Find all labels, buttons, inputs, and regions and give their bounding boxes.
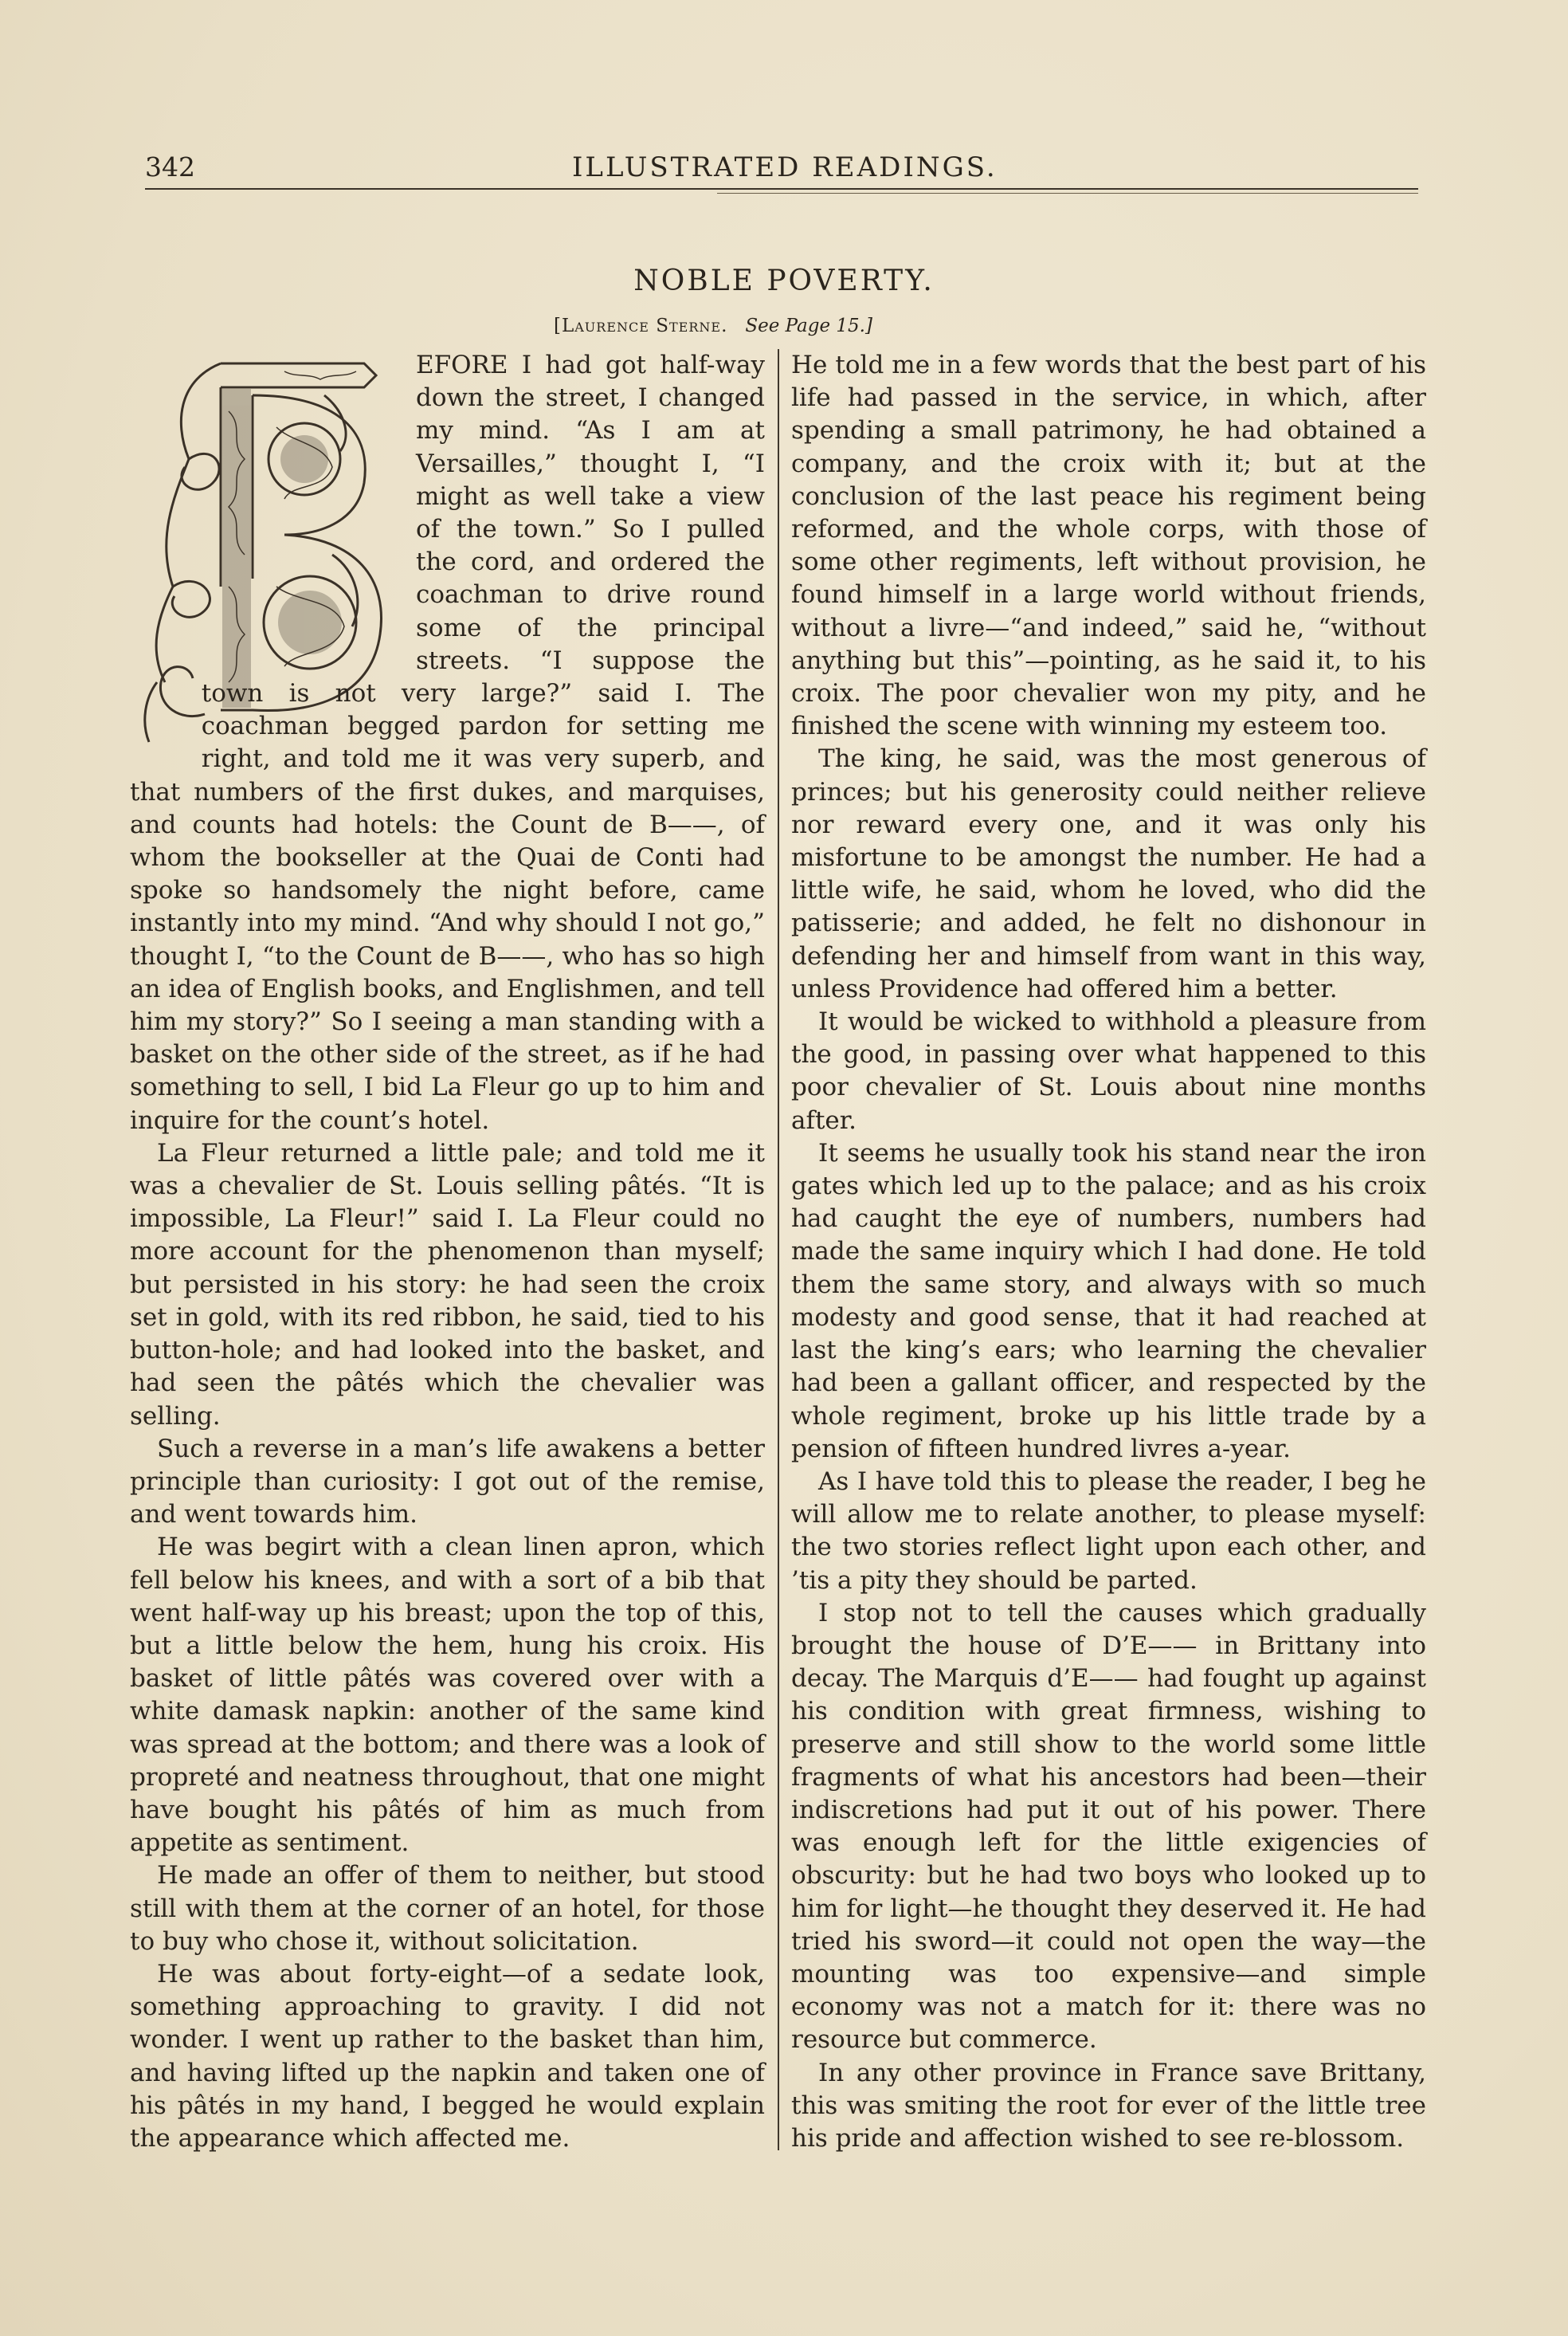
paragraph: He was about forty-eight—of a sedate look, something approaching to gravity. I did not wonder. I went up rather to the basket than him, and having lifted up the napkin and taken one of his pâtés in my hand, I begged he would explain the appearance which affected me. — [130, 1959, 765, 2153]
paragraph: He was begirt with a clean linen apron, which fell below his knees, and with a sort of a bib that went half-way up his breast; upon the top of this, but a little below the hem, hung his croix. His basket of little pâtés was covered over with a white damask napkin: another of the same kind was spread at the bottom; and there was a look of propreté and neatness throughout, that one might have bought his pâtés of him as much from appetite as sentiment. — [130, 1533, 765, 1858]
paragraph: As I have told this to please the reader, I beg he will allow me to relate another, to please myself: the two stories reflect light upon each other, and ’tis a pity they should be parted. — [791, 1466, 1426, 1595]
paragraph: In any other province in France save Brittany, this was smiting the root for ever of the little tree his pride and affection wished to see re-blossom. — [791, 2058, 1426, 2153]
attribution — [554, 316, 872, 336]
paragraph: It seems he usually took his stand near the iron gates which led up to the palace; and as his croix had caught the eye of numbers, numbers had made the same inquiry which I had done. He told them the same story, and always with so much modesty and good sense, that it had reached at last the king’s ears; who learning the chevalier had been a gallant officer, and respected by the whole regiment, broke up his little trade by a pension of fifteen hundred livres a-year. — [791, 1138, 1426, 1463]
attribution-reference: See Page 15.] — [745, 316, 872, 336]
paragraph: It would be wicked to withhold a pleasure from the good, in passing over what happened to this poor chevalier of St. Louis about nine months after. — [791, 1007, 1426, 1135]
right-column — [791, 349, 1426, 2155]
running-head — [145, 151, 1420, 199]
paragraph: He told me in a few words that the best part of his life had passed in the service, in which, after spending a small patrimony, he had obtained a company, and the croix with it; but at the conclusion of the last peace his regiment being reformed, and the whole corps, with those of some other regiments, left without provision, he found himself in a large world without friends, without a livre—“and indeed,” said he, “without anything but this”—pointing, as he said it, to his croix. The poor chevalier won my pity, and he finished the scene with winning my esteem too. — [791, 351, 1426, 741]
left-column — [130, 349, 765, 2155]
page-number: 342 — [145, 151, 195, 183]
paragraph: The king, he said, was the most generous of princes; but his generosity could neither relieve nor reward every one, and it was only his misfortune to be amongst the number. He had a little wife, he said, whom he loved, who did the patisserie; and added, he felt no dishonour in defending her and himself from want in this way, unless Providence had offered him a better. — [791, 744, 1426, 1003]
paragraph: I stop not to tell the causes which gradually brought the house of D’E—— in Brittany into decay. The Marquis d’E—— had fought up against his condition with great firmness, wishing to preserve and still show to the world some little fragments of what his ancestors had been—their indiscretions had put it out of his power. There was enough left for the little exigencies of obscurity: but he had two boys who looked up to him for light—he thought they deserved it. He had tried his sword—it could not open the way—the mounting was too expensive—and simple economy was not a match for it: there was no resource but commerce. — [791, 1598, 1426, 2055]
paragraph: He made an offer of them to neither, but stood still with them at the corner of an hotel, for those to buy who chose it, without solicitation. — [130, 1861, 765, 1956]
column-rule — [778, 349, 779, 2150]
article-title: NOBLE POVERTY. — [633, 265, 935, 297]
paragraph: Such a reverse in a man’s life awakens a better principle than curiosity: I got out of the remise, and went towards him. — [130, 1434, 765, 1529]
paragraph: EFORE I had got half-way down the street, I changed my mind. “As I am at Versailles,” thought I, “I might as well take a view of the town.” So I pulled the cord, and ordered the coachman to drive round some of the principal streets. “I suppose the town is not very large?” said I. The coachman begged pardon for setting me right, and told me it was very superb, and that numbers of the first dukes, and marquises, and counts had hotels: the Count de B——, of whom the bookseller at the Quai de Conti had spoke so handsomely the night before, came instantly into my mind. “And why should I not go,” thought I, “to the Count de B——, who has so high an idea of English books, and Englishmen, and tell him my story?” So I seeing a man standing with a basket on the other side of the street, as if he had something to sell, I bid La Fleur go up to him and inquire for the count’s hotel. — [130, 351, 765, 1135]
header-rule — [145, 188, 1418, 190]
header-rule-secondary — [717, 193, 1418, 194]
attribution-author: [Laurence Sterne. — [554, 316, 728, 336]
running-title: ILLUSTRATED READINGS. — [572, 151, 998, 183]
paragraph: La Fleur returned a little pale; and told me it was a chevalier de St. Louis selling pâtés. “It is impossible, La Fleur!” said I. La Fleur could no more account for the phenomenon than myself; but persisted in his story: he had seen the croix set in gold, with its red ribbon, he said, tied to his button-hole; and had looked into the basket, and had seen the pâtés which the chevalier was selling. — [130, 1138, 765, 1431]
